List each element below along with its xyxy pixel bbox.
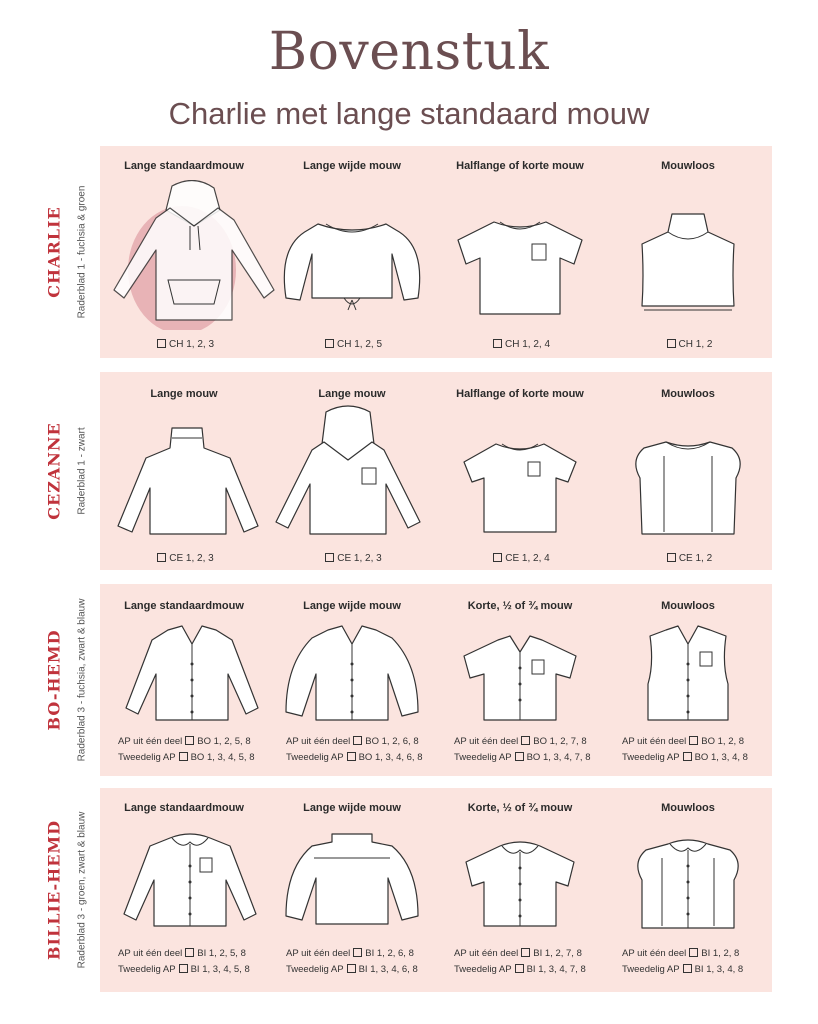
short-sleeve-shirt-icon — [436, 634, 604, 724]
option-heading: Lange mouw — [318, 388, 386, 400]
checkbox-icon[interactable] — [515, 752, 524, 761]
option-bo-long-sleeve[interactable] — [100, 600, 268, 612]
short-sleeve-shirt-icon — [436, 838, 604, 930]
option-heading: Lange wijde mouw — [303, 600, 401, 612]
pattern-code: BO 1, 2, 5, 8 — [197, 736, 251, 747]
section-label-charlie: CHARLIE Raderblad 1 - fuchsia & groen — [44, 185, 88, 319]
pattern-code: BO 1, 2, 8 — [701, 736, 745, 747]
option-charlie-sleeveless[interactable] — [604, 160, 772, 172]
pattern-code: CE 1, 2 — [664, 553, 712, 564]
pattern-code: CE 1, 2, 4 — [490, 553, 549, 564]
pattern-code: BI 1, 3, 4, 8 — [694, 964, 744, 975]
option-heading: Korte, ½ of ¾ mouw — [467, 600, 573, 612]
pattern-code: CH 1, 2, 5 — [322, 339, 382, 350]
checkbox-icon[interactable] — [683, 752, 692, 761]
option-heading: Lange wijde mouw — [303, 802, 401, 814]
section-cezanne — [100, 372, 772, 570]
option-heading: Halflange of korte mouw — [456, 388, 584, 400]
option-heading: Mouwloos — [661, 388, 715, 400]
pattern-code: BI 1, 2, 6, 8 — [365, 948, 414, 959]
option-heading: Halflange of korte mouw — [456, 160, 584, 172]
option-billie-long-sleeve[interactable] — [100, 802, 268, 814]
checkbox-icon[interactable] — [667, 339, 676, 348]
wide-sleeve-shirt-back-icon — [268, 828, 436, 928]
checkbox-icon[interactable] — [667, 553, 676, 562]
ruffle-top-icon — [604, 434, 772, 540]
pattern-code: BO 1, 2, 6, 8 — [365, 736, 419, 747]
pattern-code: CH 1, 2, 4 — [490, 339, 550, 350]
section-label-cezanne: CEZANNE Raderblad 1 - zwart — [44, 422, 88, 520]
option-heading: Korte, ½ of ¾ mouw — [467, 802, 573, 814]
checkbox-icon[interactable] — [515, 964, 524, 973]
pattern-code: CH 1, 2, 3 — [154, 339, 214, 350]
pattern-code: BO 1, 3, 4, 6, 8 — [358, 752, 423, 763]
pattern-code: BI 1, 2, 8 — [701, 948, 740, 959]
pattern-code: CE 1, 2, 3 — [322, 553, 381, 564]
option-heading: Lange wijde mouw — [303, 160, 401, 172]
pattern-code: BO 1, 3, 4, 5, 8 — [190, 752, 255, 763]
checkbox-icon[interactable] — [493, 339, 502, 348]
checkbox-icon[interactable] — [353, 736, 362, 745]
checkbox-icon[interactable] — [347, 752, 356, 761]
option-billie-short-sleeve[interactable] — [436, 802, 604, 814]
option-charlie-short-sleeve[interactable] — [436, 160, 604, 172]
option-heading: Mouwloos — [661, 802, 715, 814]
option-charlie-wide-sleeve[interactable] — [268, 160, 436, 172]
option-heading: Mouwloos — [661, 160, 715, 172]
ruffle-shirt-icon — [604, 836, 772, 932]
hoodie-icon — [264, 404, 432, 540]
checkbox-icon[interactable] — [157, 339, 166, 348]
tshirt-icon — [436, 434, 604, 540]
section-label-bo-hemd: BO-HEMD Raderblad 3 - fuchsia, zwart & blauw — [44, 598, 88, 762]
option-billie-sleeveless[interactable] — [604, 802, 772, 814]
checkbox-icon[interactable] — [179, 752, 188, 761]
pattern-code: CH 1, 2 — [664, 339, 713, 350]
option-cezanne-long-sleeve[interactable] — [100, 388, 268, 400]
checkbox-icon[interactable] — [347, 964, 356, 973]
option-charlie-long-sleeve[interactable] — [100, 160, 268, 172]
pattern-code: BO 1, 3, 4, 7, 8 — [526, 752, 591, 763]
option-bo-short-sleeve[interactable] — [436, 600, 604, 612]
sleeveless-shirt-icon — [604, 624, 772, 724]
checkbox-icon[interactable] — [521, 948, 530, 957]
pattern-code: CE 1, 2, 3 — [154, 553, 213, 564]
option-heading: Lange mouw — [150, 388, 218, 400]
option-cezanne-hoodie[interactable] — [268, 388, 436, 400]
option-heading: Lange standaardmouw — [124, 160, 244, 172]
option-cezanne-short-sleeve[interactable] — [436, 388, 604, 400]
checkbox-icon[interactable] — [493, 553, 502, 562]
page-title: Bovenstuk — [268, 22, 550, 82]
option-cezanne-sleeveless[interactable] — [604, 388, 772, 400]
checkbox-icon[interactable] — [353, 948, 362, 957]
checkbox-icon[interactable] — [689, 948, 698, 957]
option-heading: Lange standaardmouw — [124, 802, 244, 814]
checkbox-icon[interactable] — [185, 736, 194, 745]
section-label-billie-hemd: BILLIE-HEMD Raderblad 3 - groen, zwart & blauw — [44, 811, 88, 969]
checkbox-icon[interactable] — [185, 948, 194, 957]
pattern-code: BI 1, 3, 4, 6, 8 — [358, 964, 418, 975]
page-subtitle: Charlie met lange standaard mouw — [168, 96, 650, 131]
shirt-icon — [108, 624, 276, 724]
shirt-icon — [106, 830, 274, 930]
option-bo-sleeveless[interactable] — [604, 600, 772, 612]
section-charlie — [100, 146, 772, 358]
pattern-code: BO 1, 3, 4, 8 — [694, 752, 748, 763]
checkbox-icon[interactable] — [689, 736, 698, 745]
checkbox-icon[interactable] — [521, 736, 530, 745]
option-heading: Mouwloos — [661, 600, 715, 612]
tshirt-icon — [436, 210, 604, 320]
pattern-code: BI 1, 2, 7, 8 — [533, 948, 582, 959]
checkbox-icon[interactable] — [179, 964, 188, 973]
section-billie-hemd: Lange standaardmouw AP uit één deel BI 1, 2, 5, 8 Tweedelig AP BI 1, 3, 4, 5, 8 Lange wijde mouw AP uit één deel BI 1, 2, 6, 8 Tweedelig AP BI 1, 3, 4, 6, 8 Korte, ½ of ¾ mouw AP uit één deel BI 1, 2, 7, 8 Tweedelig AP BI 1, 3, 4, 7, 8 Mouwloos AP uit één deel BI 1, 2, 8 Tweedelig AP BI 1, 3, 4, 8 — [100, 788, 772, 992]
checkbox-icon[interactable] — [325, 339, 334, 348]
pattern-code: BI 1, 2, 5, 8 — [197, 948, 246, 959]
puff-sleeve-top-icon — [268, 206, 436, 316]
turtleneck-icon — [104, 422, 272, 540]
option-billie-wide-sleeve[interactable] — [268, 802, 436, 814]
pattern-code: BI 1, 3, 4, 5, 8 — [190, 964, 250, 975]
checkbox-icon[interactable] — [325, 553, 334, 562]
checkbox-icon[interactable] — [683, 964, 692, 973]
option-heading: Lange standaardmouw — [124, 600, 244, 612]
wide-sleeve-shirt-icon — [268, 624, 436, 724]
option-bo-wide-sleeve[interactable] — [268, 600, 436, 612]
section-bo-hemd: Lange standaardmouw AP uit één deel BO 1, 2, 5, 8 Tweedelig AP BO 1, 3, 4, 5, 8 Lange wijde mouw AP uit één deel BO 1, 2, 6, 8 Tweedelig AP BO 1, 3, 4, 6, 8 Korte, ½ of ¾ mouw AP uit één deel BO 1, 2, 7, 8 Tweedelig AP BO 1, 3, 4, 7, 8 Mouwloos AP uit één deel BO 1, 2, 8 Tweedelig AP BO 1, 3, 4, 8 — [100, 584, 772, 776]
hoodie-icon — [110, 180, 278, 330]
checkbox-icon[interactable] — [157, 553, 166, 562]
pattern-code: BO 1, 2, 7, 8 — [533, 736, 587, 747]
sleeveless-top-icon — [604, 206, 772, 321]
pattern-code: BI 1, 3, 4, 7, 8 — [526, 964, 586, 975]
